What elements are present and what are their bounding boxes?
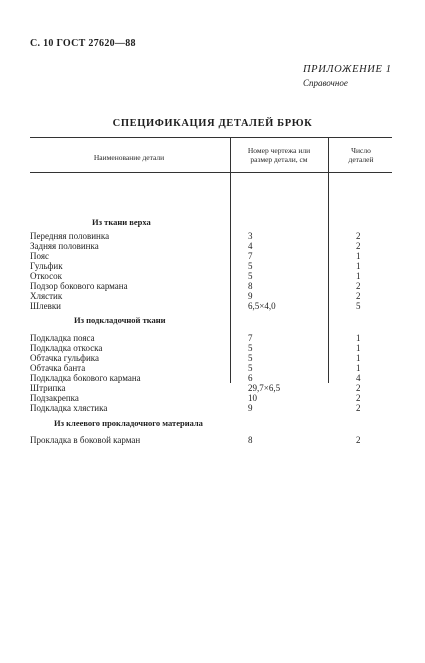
part-count: 1 xyxy=(356,261,361,271)
table-row xyxy=(30,393,392,403)
part-name: Шлевки xyxy=(30,301,62,311)
part-name: Штрипка xyxy=(30,383,66,393)
table-row xyxy=(30,271,392,281)
table-row xyxy=(30,363,392,373)
header-divider xyxy=(230,138,231,172)
section-title: Из подкладочной ткани xyxy=(74,315,166,325)
part-count: 1 xyxy=(356,363,361,373)
part-name: Передняя половинка xyxy=(30,231,110,241)
part-count: 1 xyxy=(356,251,361,261)
part-name: Подзакрепка xyxy=(30,393,79,403)
specification-table xyxy=(30,137,392,443)
part-name: Откосок xyxy=(30,271,62,281)
appendix-block xyxy=(303,64,393,88)
part-number: 7 xyxy=(248,333,253,343)
part-count: 1 xyxy=(356,333,361,343)
part-count: 2 xyxy=(356,403,361,413)
part-name: Подкладка хлястика xyxy=(30,403,108,413)
part-number: 5 xyxy=(248,343,253,353)
part-number: 5 xyxy=(248,261,253,271)
part-count: 1 xyxy=(356,343,361,353)
table-row xyxy=(30,231,392,241)
part-count: 2 xyxy=(356,231,361,241)
part-name: Задняя половинка xyxy=(30,241,99,251)
section-title: Из ткани верха xyxy=(92,217,151,227)
table-body xyxy=(30,173,392,443)
part-count: 2 xyxy=(356,383,361,393)
part-number: 5 xyxy=(248,363,253,373)
header-divider xyxy=(328,138,329,172)
table-header xyxy=(30,138,392,172)
table-row xyxy=(30,435,392,445)
header-drawing-number-line1: Номер чертежа или xyxy=(247,146,311,155)
part-number: 4 xyxy=(248,241,253,251)
header-name: Наименование детали xyxy=(93,153,165,162)
part-count: 2 xyxy=(356,241,361,251)
part-count: 2 xyxy=(356,281,361,291)
part-number: 10 xyxy=(248,393,257,403)
page-header: С. 10 ГОСТ 27620—88 xyxy=(30,38,136,49)
part-name: Подкладка пояса xyxy=(30,333,95,343)
part-name: Гульфик xyxy=(30,261,63,271)
part-name: Обтачка банта xyxy=(30,363,86,373)
part-count: 5 xyxy=(356,301,361,311)
table-row xyxy=(30,383,392,393)
table-row xyxy=(30,373,392,383)
table-row xyxy=(30,291,392,301)
part-number: 6,5×4,0 xyxy=(248,301,276,311)
header-drawing-number xyxy=(233,146,325,164)
header-count-line1: Число xyxy=(351,146,371,155)
part-count: 2 xyxy=(356,435,361,445)
part-count: 2 xyxy=(356,393,361,403)
table-row xyxy=(30,333,392,343)
part-number: 3 xyxy=(248,231,253,241)
part-number: 8 xyxy=(248,435,253,445)
table-row xyxy=(30,301,392,311)
table-row xyxy=(30,343,392,353)
part-count: 1 xyxy=(356,271,361,281)
part-number: 6 xyxy=(248,373,253,383)
part-number: 8 xyxy=(248,281,253,291)
part-number: 7 xyxy=(248,251,253,261)
part-name: Обтачка гульфика xyxy=(30,353,100,363)
table-row xyxy=(30,251,392,261)
part-name: Подзор бокового кармана xyxy=(30,281,128,291)
table-row xyxy=(30,281,392,291)
part-name: Подкладка бокового кармана xyxy=(30,373,141,383)
part-name: Прокладка в боковой карман xyxy=(30,435,141,445)
section-title: Из клеевого прокладочного материала xyxy=(54,418,203,428)
part-name: Подкладка откоска xyxy=(30,343,103,353)
part-count: 1 xyxy=(356,353,361,363)
part-number: 5 xyxy=(248,271,253,281)
part-count: 4 xyxy=(356,373,361,383)
part-count: 2 xyxy=(356,291,361,301)
part-name: Хлястик xyxy=(30,291,63,301)
appendix-note: Справочное xyxy=(303,78,348,88)
document-title: СПЕЦИФИКАЦИЯ ДЕТАЛЕЙ БРЮК xyxy=(112,118,313,129)
header-count xyxy=(330,146,392,164)
part-number: 9 xyxy=(248,291,253,301)
part-name: Пояс xyxy=(30,251,49,261)
part-number: 5 xyxy=(248,353,253,363)
header-count-line2: деталей xyxy=(348,155,374,164)
table-row xyxy=(30,261,392,271)
table-row xyxy=(30,353,392,363)
appendix-title: ПРИЛОЖЕНИЕ 1 xyxy=(303,64,392,75)
part-number: 29,7×6,5 xyxy=(248,383,281,393)
table-row xyxy=(30,241,392,251)
header-drawing-number-line2: размер детали, см xyxy=(250,155,308,164)
table-row xyxy=(30,403,392,413)
part-number: 9 xyxy=(248,403,253,413)
